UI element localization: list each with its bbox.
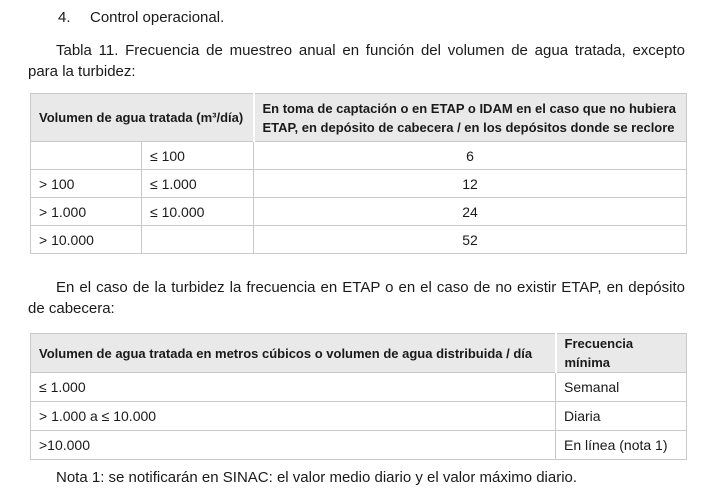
table-row [31, 226, 687, 254]
volume-range-cell: ≤ 1.000 [31, 373, 556, 402]
volume-from-cell: > 1.000 [31, 198, 142, 226]
volume-from-cell: > 10.000 [31, 226, 142, 254]
location-header-cell: En toma de captación o en ETAP o IDAM en el caso que no hubiera ETAP, en depósito de cabecera / en los depósitos donde se reclore [254, 94, 687, 142]
table-row [31, 402, 687, 431]
heading-number: 4. [58, 9, 71, 26]
min-frequency-cell: Semanal [556, 373, 687, 402]
volume-header-cell: Volumen de agua tratada (m³/día) [31, 94, 254, 142]
annual-frequency-cell: 12 [254, 170, 687, 198]
table-row [31, 431, 687, 460]
min-frequency-cell: Diaria [556, 402, 687, 431]
annual-frequency-cell: 52 [254, 226, 687, 254]
volume-range-cell: > 1.000 a ≤ 10.000 [31, 402, 556, 431]
turbidity-paragraph: En el caso de la turbidez la frecuencia en ETAP o en el caso de no existir ETAP, en depósito de cabecera: [28, 279, 685, 317]
volume-from-cell [31, 142, 142, 170]
volume-to-cell: ≤ 1.000 [142, 170, 254, 198]
min-frequency-header-cell: Frecuencia mínima [556, 334, 687, 373]
volume-header-cell: Volumen de agua tratada en metros cúbicos o volumen de agua distribuida / día [31, 334, 556, 373]
table-11-sampling-frequency [30, 93, 687, 254]
table-row [31, 373, 687, 402]
heading-label: Control operacional. [90, 9, 225, 26]
table11-caption-paragraph: Tabla 11. Frecuencia de muestreo anual en función del volumen de agua tratada, excepto para la turbidez: [28, 42, 685, 80]
annual-frequency-cell: 24 [254, 198, 687, 226]
table-header-row [31, 334, 687, 373]
volume-range-cell: >10.000 [31, 431, 556, 460]
table-row [31, 170, 687, 198]
volume-to-cell: ≤ 10.000 [142, 198, 254, 226]
section-heading [58, 9, 224, 26]
table-header-row [31, 94, 687, 142]
volume-to-cell: ≤ 100 [142, 142, 254, 170]
volume-to-cell [142, 226, 254, 254]
volume-from-cell: > 100 [31, 170, 142, 198]
note-1-paragraph: Nota 1: se notificarán en SINAC: el valor medio diario y el valor máximo diario. [56, 469, 578, 486]
min-frequency-cell: En línea (nota 1) [556, 431, 687, 460]
annual-frequency-cell: 6 [254, 142, 687, 170]
table-row [31, 142, 687, 170]
table-row [31, 198, 687, 226]
turbidity-frequency-table [30, 333, 687, 460]
